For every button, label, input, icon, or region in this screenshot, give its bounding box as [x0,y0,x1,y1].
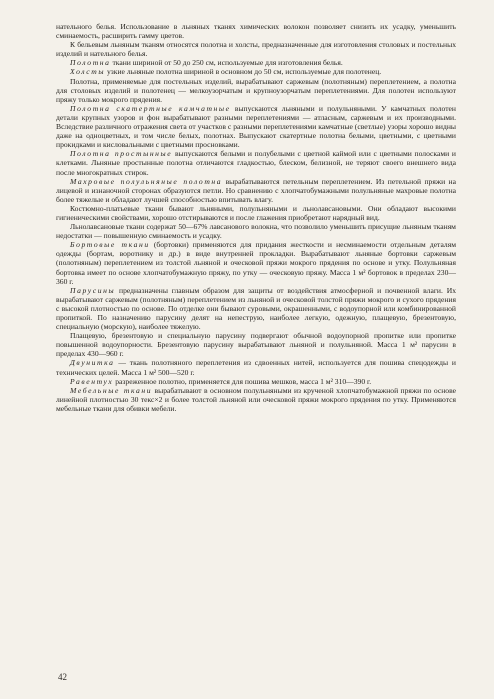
paragraph-text: Костюмно-платьевые ткани бывают льняными, полульняными и льнолавсановыми. Они обладают высокими гигиеническими свойствами, хорошо отстирываются и после глажения приобретают нарядный вид. [56,203,456,222]
paragraph-text: узкие льняные полотна шириной в основном до 50 см, используемые для полотенец. [105,67,382,77]
paragraph-text: К бельевым льняным тканям относятся полотна и холсты, предназначенные для изготовления столовых и постельных изделий и нательного белья. [56,40,456,59]
paragraph [56,222,456,240]
paragraph-text: выпускаются белыми и полубелыми с цветной каймой или с цветными полосками и клетками. Льняные простынные полотна отличаются гладкостью, блеском, белизной, не теряют своего внешнего вида после многократных стирок. [56,149,456,177]
spaced-term: Полотна скатертные камчатные [70,103,231,113]
paragraph [56,358,456,376]
paragraph [56,149,456,176]
paragraph [56,40,456,58]
paragraph [56,22,456,40]
paragraph [56,331,456,358]
page-body [56,22,456,413]
paragraph [56,177,456,204]
paragraph-text: Плащевую, брезентовую и специальную парусину подвергают обычной водоупорной пропитке или пропитке повышенной водоупорности. Брезентовую парусину вырабатывают льняной и полульняной. Масса 1 м² парусин в пределах 430—960 г. [56,331,456,359]
paragraph [56,58,456,67]
spaced-term: Равентух [70,376,114,386]
paragraph-text: предназначены главным образом для защиты от воздействия атмосферной и почвенной влаги. Их вырабатывают саржевым (полотняным) переплетением из льняной и оческовой толстой пряжи мокрого и сухого прядения с высокой плотностью по основе. По отделке они бывают суровыми, окрашенными, с водоупорной или комбинированной пропиткой. По назначению парусину делят на непеструю, наиболее легкую, одежную, плащевую, брезентовую, специальную (морскую), наиболее тяжелую. [56,285,456,332]
paragraph-text: выпускаются льняными и полульняными. У камчатных полотен детали крупных узоров и фон вырабатывают разными переплетениями — атласным, саржевым и их производными. Вследствие различного отражения света от участков с разными переплетениями камчатные (светлые) узоры хорошо видны даже на одноцветных, и том числе белых, полотнах. Выпускают скатертные полотна белыми, цветными, с цветными прокидками и кисловальными с цветными просновками. [56,103,456,150]
paragraph-text: разреженное полотно, применяется для пошива мешков, масса 1 м² 310—390 г. [113,376,372,386]
paragraph [56,77,456,104]
spaced-term: Махровые полульняные полотна [70,176,223,186]
paragraph-text: вырабатывают в основном полульняными из крученой хлопчатобумажной пряжи по основе линейной плотностью 30 текс×2 и более толстой льняной или оческовой пряжи мокрого прядения по утку. Применяются мебельные ткани для обивки мебели. [56,385,456,413]
spaced-term: Парусины [70,285,116,295]
paragraph [56,286,456,331]
paragraph-text: вырабатываются петельным переплетением. Из петельной пряжи на лицевой и изнаночной сторонах образуются петли. Но сравнению с хлопчатобумажными полульняные махровые полотна более тяжелые и обладают лучшей способностью впитывать влагу. [56,176,456,204]
paragraph [56,386,456,413]
paragraph [56,240,456,285]
spaced-term: Двунитка [70,358,115,368]
spaced-term: Мебельные ткани [70,385,153,395]
paragraph-text: ткани шириной от 50 до 250 см, используемые для изготовления белья. [110,58,343,68]
paragraph [56,204,456,222]
spaced-term: Полотна [70,58,111,68]
page-number: 42 [58,672,67,682]
paragraph [56,377,456,386]
spaced-term: Бортовые ткани [70,240,150,250]
paragraph-text: нательного белья. Использование в льняных тканях химических волокон позволяет снизить их усадку, уменьшить сминаемость, расширить гамму цветов. [56,22,456,41]
paragraph [56,104,456,149]
spaced-term: Холсты [70,67,106,77]
paragraph-text: Льнолавсановые ткани содержат 50—67% лавсанового волокна, что позволило уменьшить присущие льняным тканям недостатки — повышенную сминаемость и усадку. [56,222,456,241]
paragraph [56,67,456,76]
paragraph-text: — ткань полотняного переплетения из сдвоенных нитей, используется для пошива спецодежды и технических целей. Масса 1 м² 500—520 г. [56,358,456,377]
paragraph-text: Полотна, применяемые для постельных изделий, вырабатывают саржевым (полотняным) переплетением, а полотна для столовых изделий и полотенец — мелкоузорчатым и крупноузорчатым переплетениями. Для полотен используют пряжу только мокрого прядения. [56,76,456,104]
paragraph-text: (бортовки) применяются для придания жесткости и несминаемости отдельным деталям одежды (бортам, воротнику и др.) в виде внутренней прокладки. Вырабатывают льняные бортовки саржевым (полотняным) переплетением из толстой льняной и оческовой пряжи мокрого прядения по основе и утку. Полульняная бортовка имеет по основе хлопчатобумажную пряжу, по утку — оческовую пряжу. Масса 1 м² бортовок в пределах 230—360 г. [56,240,456,286]
spaced-term: Полотна простынные [70,149,173,159]
